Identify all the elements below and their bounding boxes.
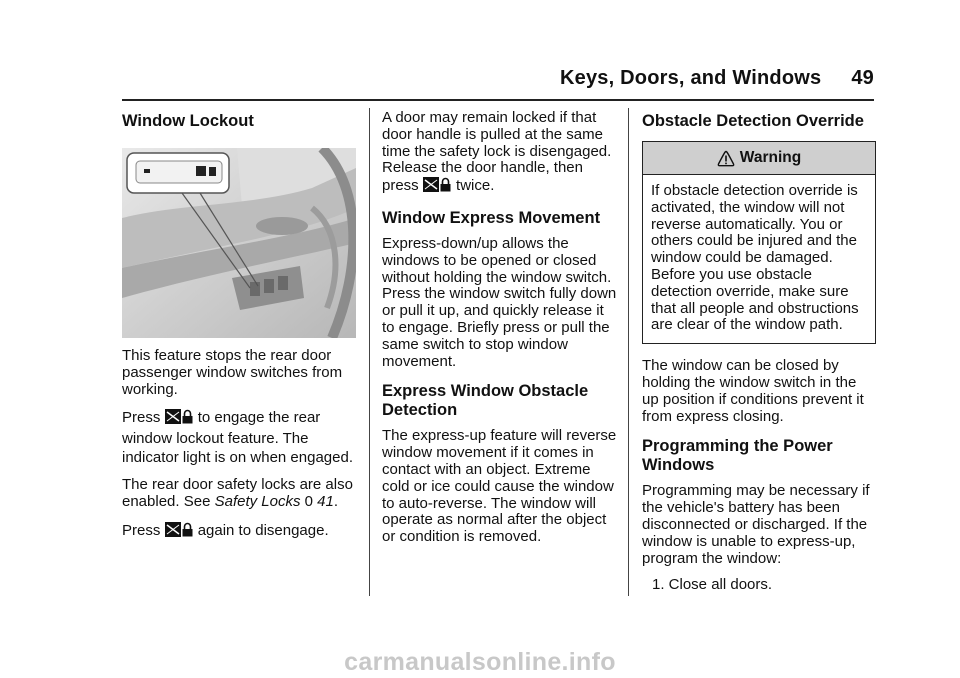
period: . [333,493,339,511]
column-divider-2 [628,108,629,596]
twice-text: twice. [456,177,495,195]
door-locked-text: A door may remain locked if that door handle is pulled at the same time the safety lock is disengaged. Release the door handle, then press [382,109,612,195]
page-ref-number[interactable]: 41 [317,493,334,511]
section-heading-express-movement: Window Express Movement [382,208,601,227]
running-header [560,67,874,90]
section-heading-obstacle-detection: Express Window Obstacle Detection [382,382,589,420]
paragraph-press-to-disengage [122,521,358,542]
column-2 [382,108,620,556]
paragraph-express-movement: Express-down/up allows the windows to be opened or closed without holding the window switch. Press the window switch fully down or pull it up, and quickly release it to engage. Briefly press or pull the same switch to stop window movement. [382,234,617,370]
lock-icon [440,177,451,197]
warning-box [642,141,876,344]
column-1 [122,108,358,552]
paragraph-programming: Programming may be necessary if the vehicle's battery has been disconnected or discharged. If the window is unable to express-up, program the window: [642,482,870,567]
section-heading-window-lockout: Window Lockout [122,112,254,130]
safety-locks-link[interactable]: Safety Locks [214,493,301,511]
lock-icon [182,522,193,542]
engage-text: to engage the rear window lockout feature. The indicator light is on when engaged. [122,409,353,467]
column-3 [642,108,876,604]
paragraph-press-to-engage [122,408,358,467]
warning-title: Warning [739,148,802,166]
section-title: Keys, Doors, and Windows [560,67,822,89]
paragraph-feature-description: This feature stops the rear door passenger window switches from working. [122,347,343,398]
paragraph-window-closed: The window can be closed by holding the window switch in the up position if conditions prevent it from express closing. [642,357,864,425]
list-item-step-1: 1. Close all doors. [652,576,773,594]
door-panel-illustration [122,148,356,338]
section-heading-programming: Programming the Power Windows [642,437,833,475]
column-divider-1 [369,108,370,596]
paragraph-obstacle-detection: The express-up feature will reverse window movement if it comes in contact with an object. Extreme cold or ice could cause the window to auto-reverse. The window will operate as normal after the object or condition is removed. [382,427,617,546]
section-heading-override: Obstacle Detection Override [642,112,864,130]
window-lockout-icon [423,177,439,197]
window-lockout-icon [165,522,181,542]
safety-text: The rear door safety locks are also enabled. See [122,476,353,511]
disengage-text: again to disengage. [197,521,329,539]
paragraph-door-locked [382,110,620,197]
header-rule [122,99,874,101]
warning-text: If obstacle detection override is activated, the window will not reverse automatically. You or others could be injured and the window could be damaged. Before you use obstacle detection override, make sure that all people and obstructions are clear of the window path. [651,182,859,334]
paragraph-safety-locks [122,477,358,511]
press-text-2: Press [122,521,161,539]
watermark: carmanualsonline.info [344,648,616,676]
window-lockout-icon [165,409,181,429]
warning-icon [717,150,735,167]
press-text: Press [122,409,161,427]
warning-header [643,142,875,175]
lock-icon [182,409,193,429]
page-ref-symbol: 0 [304,493,313,511]
page-number: 49 [851,67,874,89]
